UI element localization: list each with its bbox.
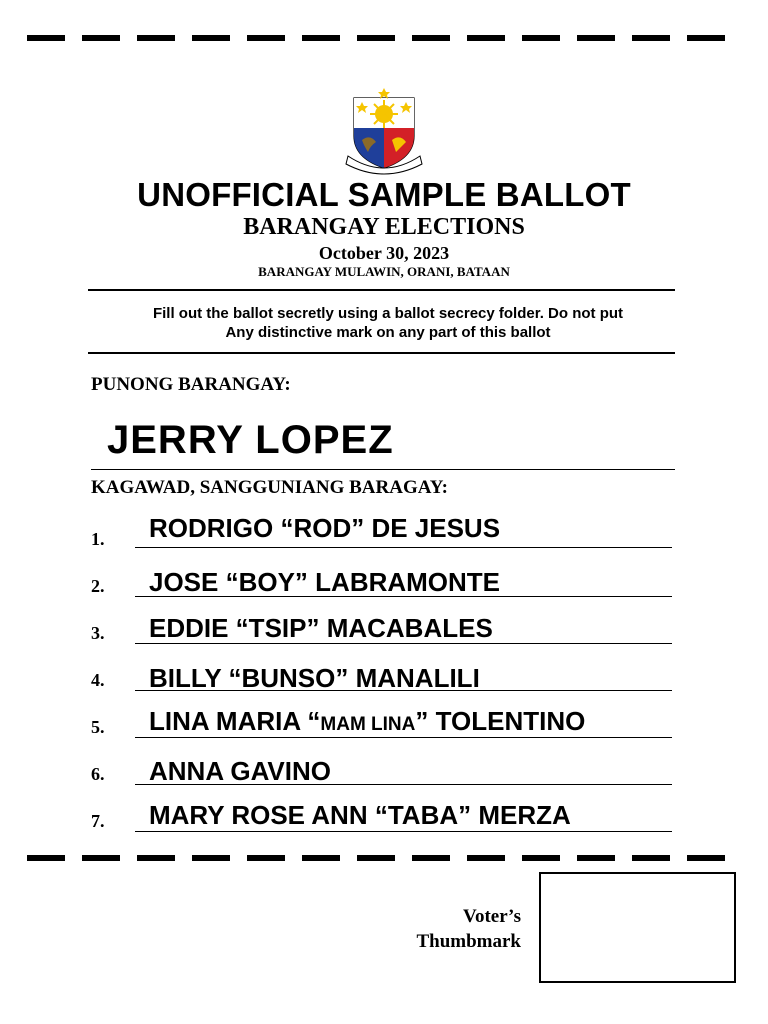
instructions-text xyxy=(88,304,688,342)
bottom-dashed-border xyxy=(0,855,768,861)
kagawad-candidate-7: MARY ROSE ANN “TABA” MERZA xyxy=(149,800,571,830)
instructions-line-1: Fill out the ballot secretly using a ballot secrecy folder. Do not put xyxy=(152,305,624,322)
ballot-title: UNOFFICIAL SAMPLE BALLOT xyxy=(137,176,631,213)
kagawad-candidate-1: RODRIGO “ROD” DE JESUS xyxy=(149,513,501,543)
instructions-top-rule xyxy=(88,289,675,291)
kagawad-candidate-5 xyxy=(149,706,585,737)
entry-number: 7. xyxy=(91,811,105,831)
instructions-line-2: Any distinctive mark on any part of this ballot xyxy=(225,324,551,341)
election-location: BARANGAY MULAWIN, ORANI, BATAAN xyxy=(258,264,510,279)
instructions-bottom-rule xyxy=(88,352,675,354)
kagawad-candidate-6: ANNA GAVINO xyxy=(149,756,331,786)
entry-line xyxy=(135,547,672,548)
kagawad-candidate-3: EDDIE “TSIP” MACABALES xyxy=(149,613,493,643)
kagawad-candidate-2: JOSE “BOY” LABRAMONTE xyxy=(149,567,501,597)
entry-line xyxy=(135,737,672,738)
thumbmark-box[interactable] xyxy=(539,872,736,983)
entry-number: 4. xyxy=(91,670,105,690)
entry-line xyxy=(135,831,672,832)
entry-number: 2. xyxy=(91,576,105,596)
punong-barangay-candidate: JERRY LOPEZ xyxy=(107,418,394,462)
philippine-seal-logo xyxy=(340,84,428,176)
kagawad-candidate-4: BILLY “BUNSO” MANALILI xyxy=(149,663,480,693)
candidate-5-nickname: MAM LINA xyxy=(320,714,416,735)
kagawad-label: KAGAWAD, SANGGUNIANG BARAGAY: xyxy=(91,477,449,498)
entry-number: 6. xyxy=(91,764,105,784)
entry-number: 5. xyxy=(91,717,105,737)
entry-number: 1. xyxy=(91,529,105,549)
candidate-5-name-part: LINA MARIA “ xyxy=(149,706,321,736)
punong-barangay-line xyxy=(91,469,675,470)
thumbmark-label-line-2: Thumbmark xyxy=(416,931,521,952)
entry-number: 3. xyxy=(91,623,105,643)
election-date: October 30, 2023 xyxy=(318,243,450,263)
election-type: BARANGAY ELECTIONS xyxy=(243,214,525,240)
top-dashed-border xyxy=(0,35,768,41)
punong-barangay-label: PUNONG BARANGAY: xyxy=(91,374,291,395)
candidate-5-name-end: ” TOLENTINO xyxy=(415,706,586,736)
thumbmark-label-line-1: Voter’s xyxy=(462,906,521,927)
